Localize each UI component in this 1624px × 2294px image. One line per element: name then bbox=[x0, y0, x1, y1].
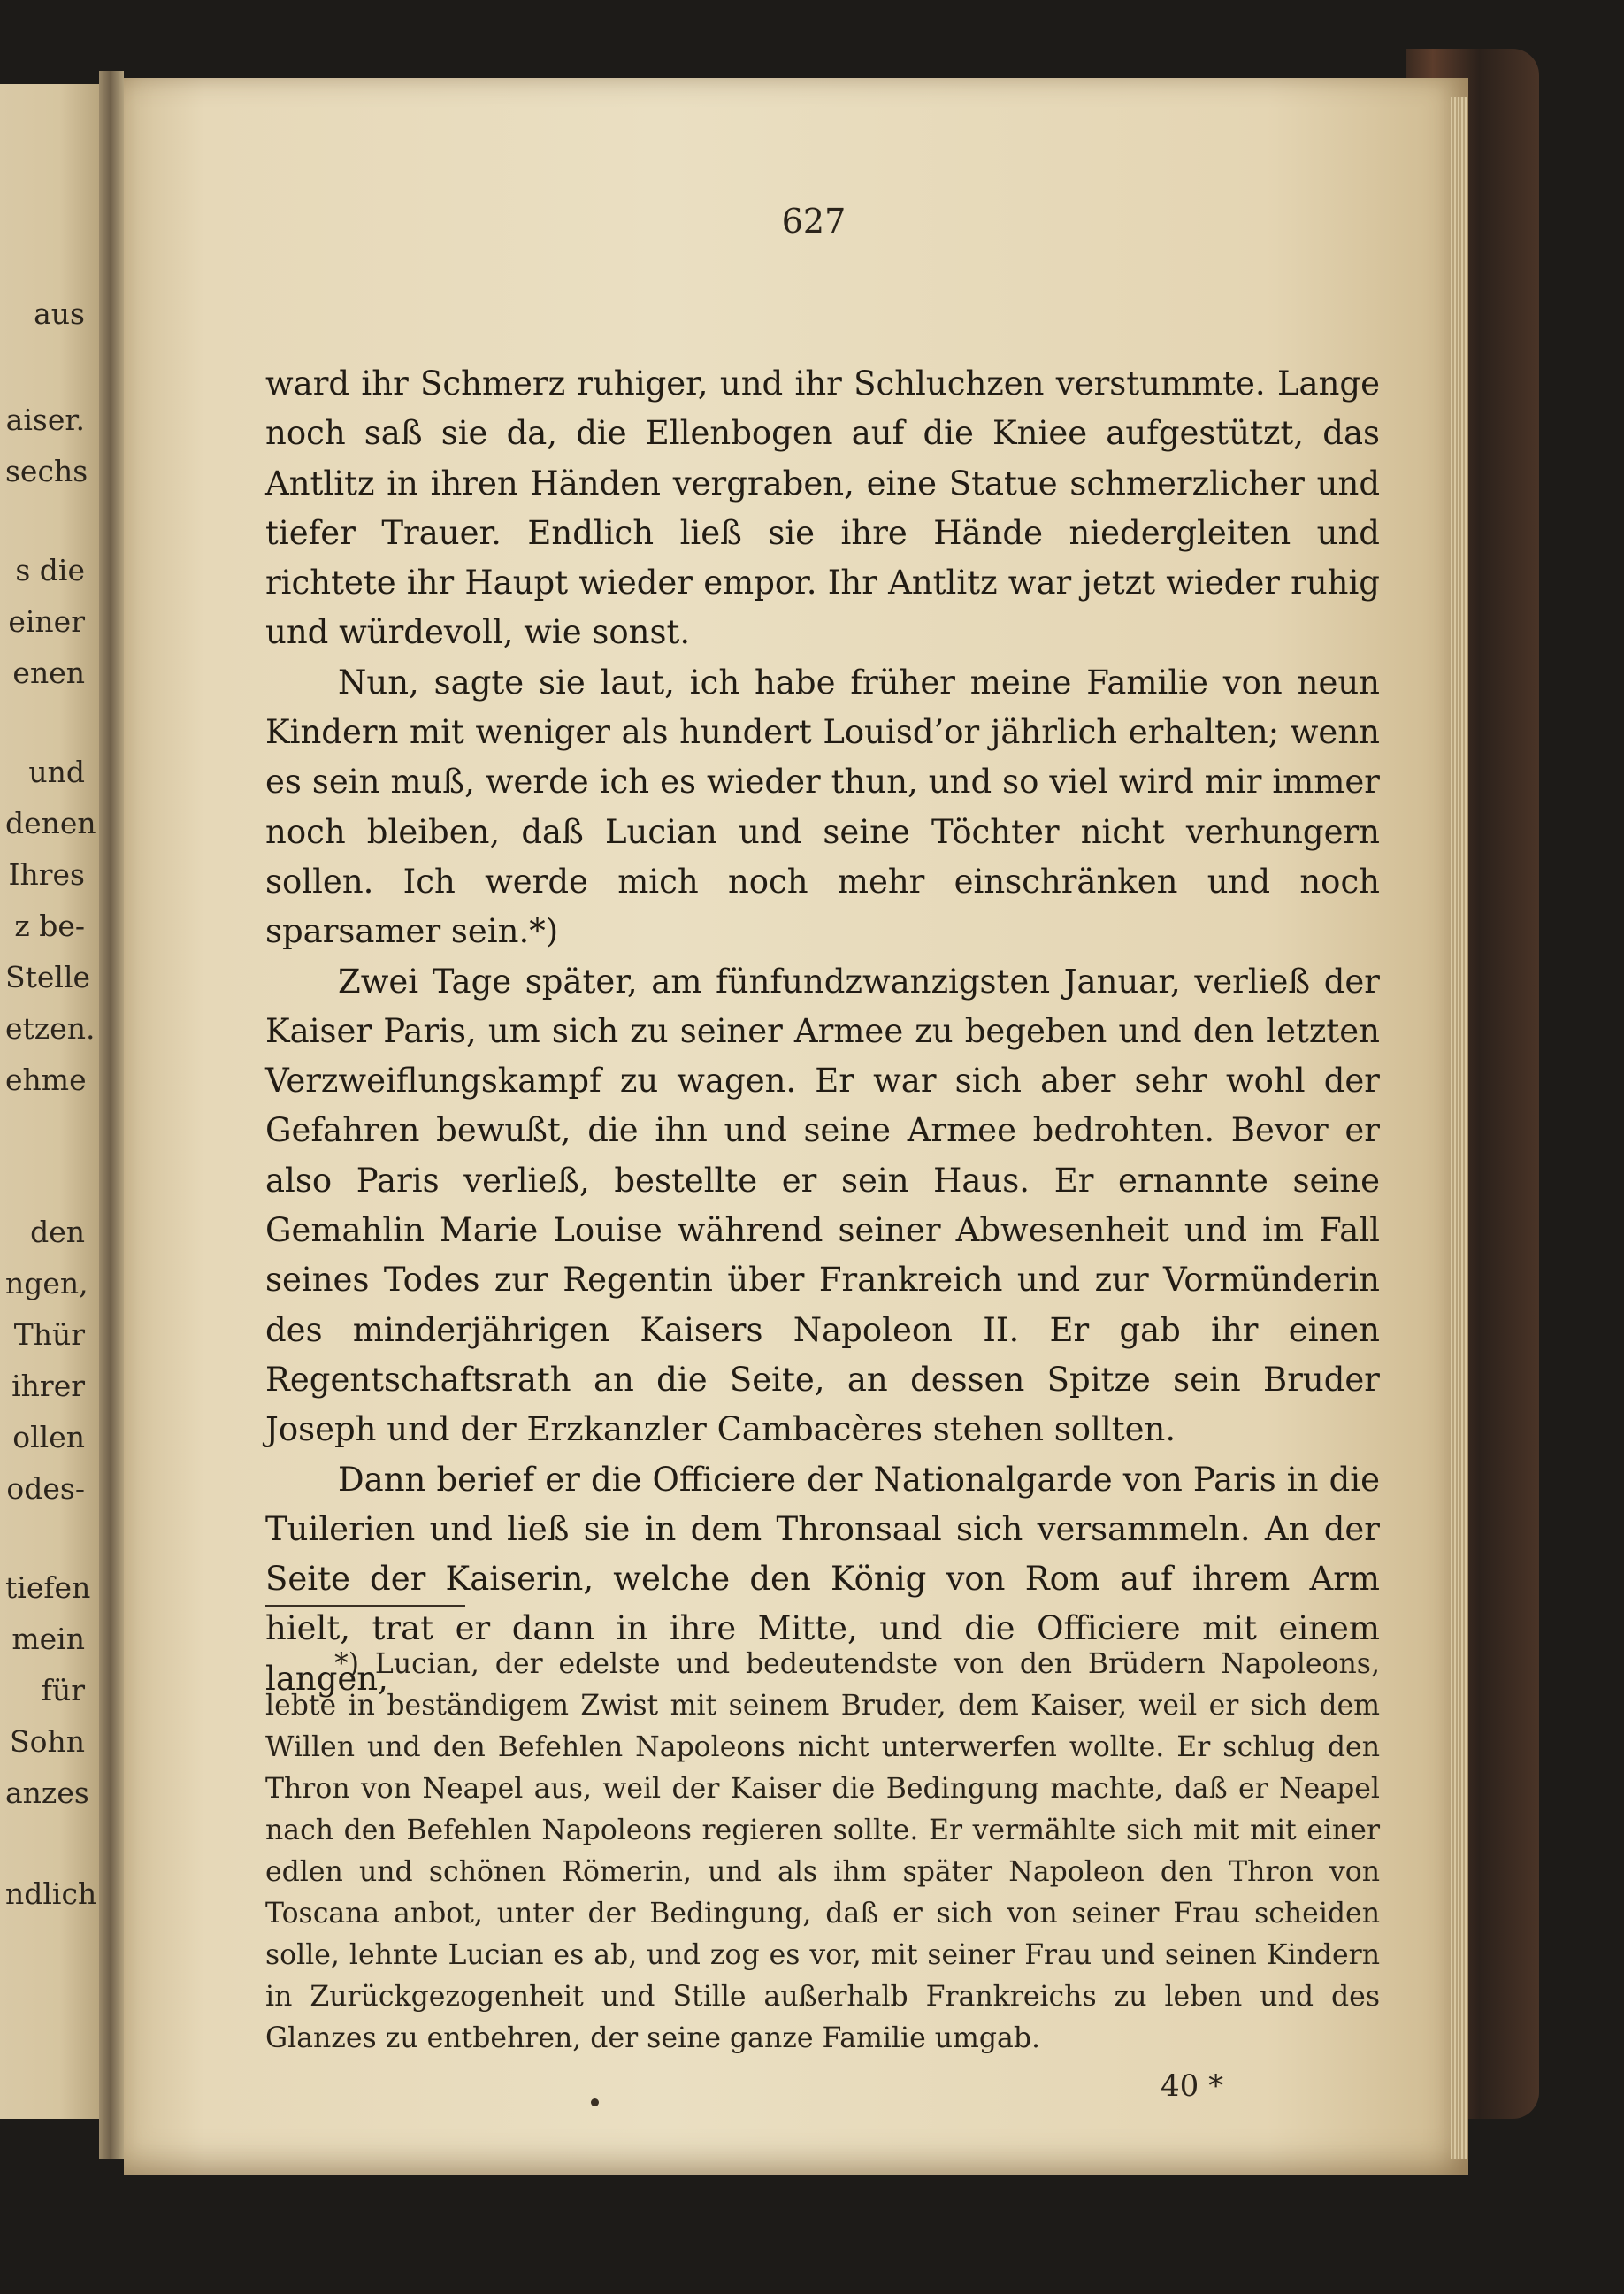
left-page-fragment: den bbox=[30, 1215, 85, 1249]
signature-mark: 40 * bbox=[1161, 2068, 1224, 2104]
footnote-text: *) Lucian, der edelste und bedeutendste von den Brüdern Napoleons, lebte in beständigem Zwist mit seinem Bruder, dem Kaiser, weil er sich dem Willen und den Befehlen Napoleons nicht unterwerfen wollte. Er schlug den Thron von Neapel aus, weil der Kaiser die Bedingung machte, daß er Neapel nach den Befehlen Napoleons regieren sollte. Er vermählte sich mit mit einer edlen und schönen Römerin, und als ihm später Napoleon den Thron von Toscana anbot, unter der Bedingung, daß er sich von seiner Frau scheiden solle, lehnte Lucian es ab, und zog es vor, mit seiner Frau und seinen Kindern in Zurückgezogenheit und Stille außerhalb Frankreichs zu leben und des Glanzes zu entbehren, der seine ganze Familie umgab. bbox=[265, 1648, 1380, 2054]
left-page-fragment: anzes bbox=[5, 1776, 89, 1810]
left-page-fragment: tiefen bbox=[5, 1570, 91, 1605]
paragraph: Zwei Tage später, am fünfundzwanzigsten Januar, verließ der Kaiser Paris, um sich zu seiner Armee zu begeben und den letzten Verzweiflungskampf zu wagen. Er war sich aber sehr wohl der Gefahren bewußt, die ihn und seine Armee bedrohten. Bevor er also Paris verließ, bestellte er sein Haus. Er ernannte seine Gemahlin Marie Louise während seiner Abwesenheit und im Fall seines Todes zur Regentin über Frankreich und zur Vormünderin des minderjährigen Kaisers Napoleon II. Er gab ihr einen Regentschaftsrath an die Seite, an dessen Spitze sein Bruder Joseph und der Erzkanzler Cambacères stehen sollten. bbox=[265, 962, 1380, 1449]
left-page-fragment: etzen. bbox=[5, 1011, 96, 1046]
paragraph: Nun, sagte sie laut, ich habe früher meine Familie von neun Kindern mit weniger als hundert Louisd’or jährlich erhalten; wenn es sein muß, werde ich es wieder thun, und so viel wird mir immer noch bleiben, daß Lucian und seine Töchter nicht verhungern sollen. Ich werde mich noch mehr einschränken und noch sparsamer sein.*) bbox=[265, 663, 1380, 951]
page-edges bbox=[1451, 97, 1467, 2159]
main-text bbox=[265, 359, 1380, 1704]
page-number: 627 bbox=[781, 202, 846, 241]
left-page-fragment: aus bbox=[34, 296, 85, 331]
left-page-fragment: für bbox=[41, 1673, 85, 1707]
left-page-fragment: denen bbox=[5, 806, 96, 840]
left-page-fragment: und bbox=[28, 755, 85, 789]
left-page-fragment: Ihres bbox=[8, 857, 85, 892]
left-page-fragment: sechs bbox=[5, 454, 88, 488]
left-page-fragment: Sohn bbox=[10, 1724, 85, 1759]
footnote-divider bbox=[265, 1605, 465, 1607]
book-page bbox=[124, 78, 1468, 2175]
left-page-fragment: aiser. bbox=[5, 403, 85, 437]
left-page-fragment: s die bbox=[15, 553, 85, 587]
left-page-fragment: einer bbox=[8, 604, 85, 639]
left-page-fragment: odes- bbox=[6, 1471, 85, 1506]
left-page-fragment: ehme bbox=[5, 1063, 87, 1097]
footnote bbox=[265, 1644, 1380, 2060]
left-page-fragment: enen bbox=[12, 656, 85, 690]
left-page-fragment: mein bbox=[11, 1622, 85, 1656]
book-gutter bbox=[99, 71, 124, 2159]
left-page-fragment: ngen, bbox=[5, 1266, 88, 1300]
left-page-fragment: ndlich bbox=[5, 1876, 97, 1911]
left-page-fragment: ihrer bbox=[11, 1369, 85, 1403]
left-page-fragment: Thür bbox=[13, 1317, 85, 1352]
left-facing-page bbox=[0, 84, 99, 2119]
left-page-fragment: z be- bbox=[14, 909, 85, 943]
paragraph: ward ihr Schmerz ruhiger, und ihr Schluchzen verstummte. Lange noch saß sie da, die Ellenbogen auf die Kniee aufgestützt, das Antlitz in ihren Händen vergraben, eine Statue schmerzlicher und tiefer Trauer. Endlich ließ sie ihre Hände niedergleiten und richtete ihr Haupt wieder empor. Ihr Antlitz war jetzt wieder ruhig und würdevoll, wie sonst. bbox=[265, 364, 1380, 652]
paragraph: Dann berief er die Officiere der Nationalgarde von Paris in die Tuilerien und ließ sie in dem Thronsaal sich versammeln. An der Seite der Kaiserin, welche den König von Rom auf ihrem Arm hielt, trat er dann in ihre Mitte, und die Officiere mit einem langen, bbox=[265, 1460, 1380, 1698]
ink-dot bbox=[591, 2098, 599, 2106]
left-page-fragment: ollen bbox=[12, 1420, 85, 1454]
left-page-fragment: Stelle bbox=[5, 960, 91, 994]
